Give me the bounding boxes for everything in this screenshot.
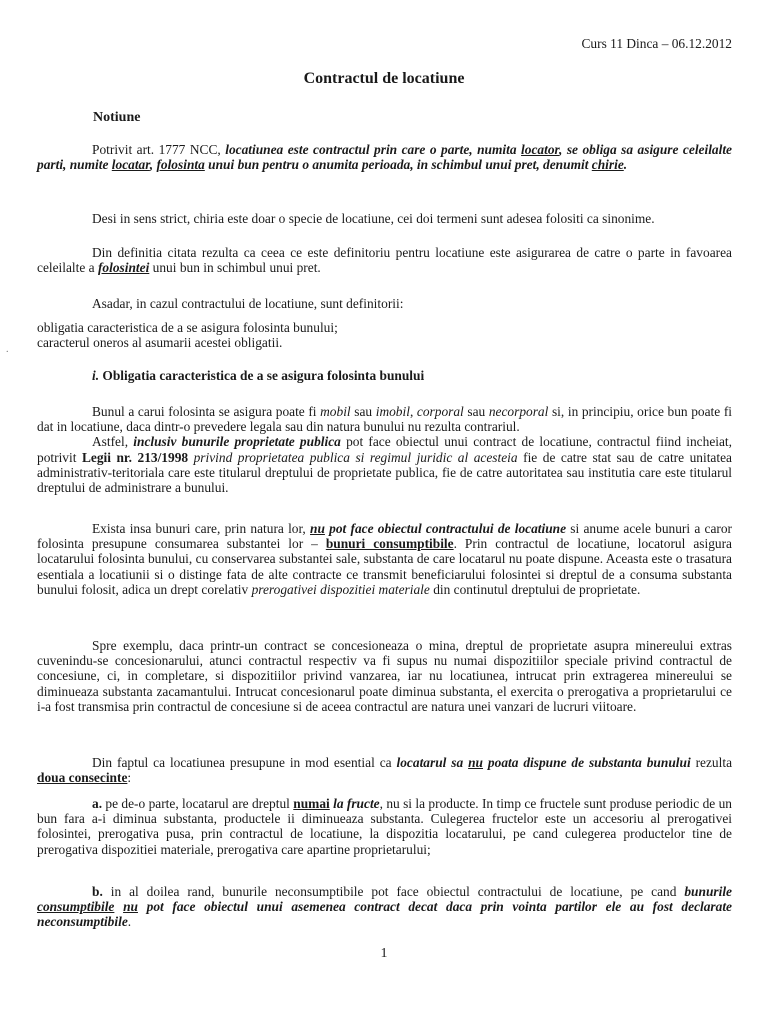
paragraph-consecinte: Din faptul ca locatiunea presupune in mod esential ca locatarul sa nu poata dispune de substanta bunului rezulta doua consecinte: xyxy=(37,755,733,786)
page-number: 1 xyxy=(380,946,388,961)
course-reference: Curs 11 Dinca – 06.12.2012 xyxy=(581,36,732,51)
definitory-list xyxy=(37,320,732,350)
page-title: Contractul de locatiune xyxy=(303,70,465,87)
list-item: obligatia caracteristica de a se asigura folosinta bunului; xyxy=(37,320,338,335)
paragraph-asadar: Asadar, in cazul contractului de locatiune, sunt definitorii: xyxy=(92,296,404,311)
paragraph-exemplu: Spre exemplu, daca printr-un contract se concesioneaza o mina, dreptul de proprietate asupra minereului extras cuvenindu-se concesionarului, atunci contractul respectiv va fi supus nu numai dispozitiilor speciale privind contractul de concesiune, ci, in completare, si dispozitiilor privind vanzarea, iar nu locatiunea, intrucat prin extragerea minereului se diminueaza substanta zacamantului. Intrucat concesionarul poate diminua substanta, el exercita o prerogativa a proprietarului ce i-a fost transmisa prin contractul de concesiune si de aceea contractul are natura unei vanzari de lucruri viitoare. xyxy=(37,638,732,714)
margin-mark: . xyxy=(6,344,9,355)
paragraph-bunul: Bunul a carui folosinta se asigura poate fi mobil sau imobil, corporal sau necorporal si, in principiu, orice bun poate fi dat in locatiune, daca dintr-o prevedere legala sau din natura bunului nu rezulta contrariul. Astfel, inclusiv bunurile proprietate publica pot face obiectul unui contract de locatiune, contractul fiind incheiat, potrivit Legii nr. 213/1998 privind proprietatea publica si regimul juridic al acesteia fie de catre stat sau de catre unitatea administrativ-teritoriala care este titularul dreptului de proprietate publica, fie de catre autoritatea sau institutia care este titularul dreptului de administrare a bunului. xyxy=(37,404,732,496)
subsection-heading: i. Obligatia caracteristica de a se asigura folosinta bunului xyxy=(92,368,425,383)
paragraph-essential: Din definitia citata rezulta ca ceea ce este definitoriu pentru locatiune este asigurarea de catre o parte in favoarea celeilalte a folosintei unui bun in schimbul unui pret. xyxy=(37,245,732,276)
paragraph-consumptibile: Exista insa bunuri care, prin natura lor, nu pot face obiectul contractului de locatiune si anume acele bunuri a caror folosinta presupune consumarea substantei lor – bunuri consumptibile. Prin contractul de locatiune, locatorul asigura locatarului folosinta bunului, cu conservarea substantei sale, substanta de care locatarul nu poate dispune. Aceasta este o trasatura esentiala a locatiunii si o distinge fata de alte contracte ce transmit beneficiarului folosintei si dreptul de a consuma substanta bunului folosit, adica un drept corelativ prerogativei dispozitiei materiale din continutul dreptului de proprietate. xyxy=(37,521,733,597)
paragraph-consequence-a: a. pe de-o parte, locatarul are dreptul numai la fructe, nu si la producte. In timp ce fructele sunt produse periodic de un bun fara a-i diminua substanta, productele ii diminueaza substanta. Culegerea fructelor este un accesoriu al prerogativei folosintei, prerogativa pusa, prin contractul de locatiune, la dispozitia locatarului, pe cand culegerea productelor tine de prerogativa dispozitiei materiale, prerogativa care apartine proprietarului; xyxy=(37,796,732,857)
section-heading: Notiune xyxy=(93,110,141,125)
paragraph-synonyms: Desi in sens strict, chiria este doar o specie de locatiune, cei doi termeni sunt adesea folositi ca sinonime. xyxy=(92,211,655,226)
paragraph-consequence-b: b. in al doilea rand, bunurile neconsumptibile pot face obiectul contractului de locatiune, pe cand bunurile consumptibile nu pot face obiectul unui asemenea contract decat daca prin vointa partilor ele au fost declarate neconsumptibile. xyxy=(37,884,732,930)
paragraph-definition: Potrivit art. 1777 NCC, locatiunea este contractul prin care o parte, numita locator, se obliga sa asigure celeilalte parti, numite locatar, folosinta unui bun pentru o anumita perioada, in schimbul unui pret, denumit chirie. xyxy=(37,142,733,173)
list-item: caracterul oneros al asumarii acestei obligatii. xyxy=(37,335,283,351)
